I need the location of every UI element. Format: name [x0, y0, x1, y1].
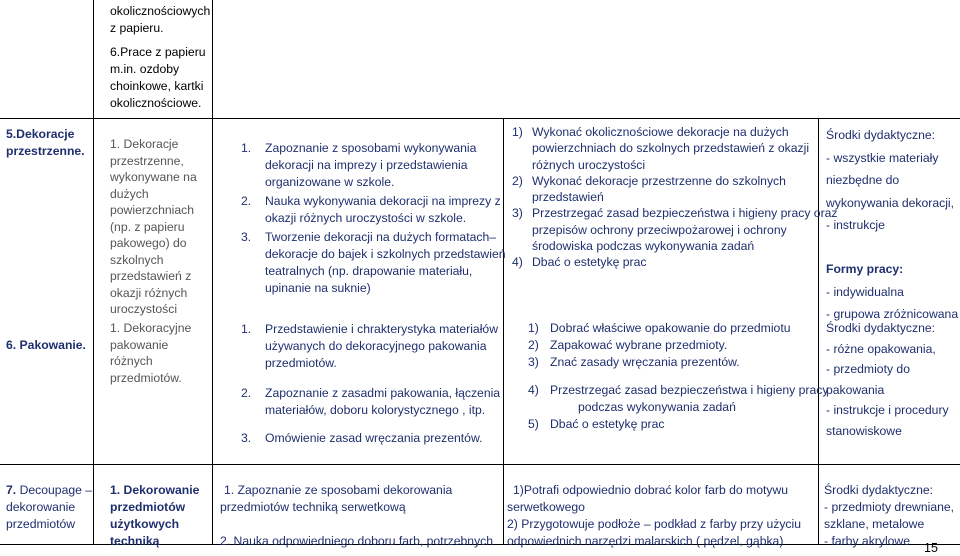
text-line: 1. Dekorowanie	[110, 483, 200, 497]
text-line: Zapoznanie z sposobami wykonywania	[265, 141, 477, 155]
section6-resources	[826, 318, 949, 441]
text-line: okolicznościowe.	[110, 96, 202, 110]
text-line: Dobrać właściwe opakowanie do przedmiotu	[550, 321, 791, 335]
text-line: Znać zasady wręczania prezentów.	[550, 355, 740, 369]
text-line: przestrzenne.	[6, 144, 85, 158]
text-line: 1. Zapoznanie ze sposobami dekorowania	[224, 483, 453, 497]
list-item	[528, 382, 828, 416]
text-line: niezbędne do	[826, 173, 900, 187]
text-line: używanych do dekoracyjnego pakowania	[265, 339, 487, 353]
list-item	[241, 193, 506, 227]
section7-goals	[507, 482, 801, 550]
list-number: 1)	[528, 321, 539, 335]
text-line: odpowiednich narzędzi malarskich ( pędzel, gąbka)	[507, 534, 784, 548]
list-item	[241, 229, 506, 297]
text-line: Przestrzegać zasad bezpieczeństwa i higieny pracy	[550, 383, 829, 397]
list-item	[512, 173, 838, 206]
text-line: uroczystości	[110, 302, 178, 316]
text-line: przedmiotów	[110, 500, 186, 514]
section5-forms-title	[826, 261, 903, 278]
text-line: techniką	[110, 534, 160, 548]
text-line: wykonywania dekoracji,	[826, 195, 955, 210]
forms-title: Formy pracy:	[826, 262, 904, 276]
section6-topic	[110, 320, 191, 386]
text-line: okolicznościowych	[110, 4, 211, 18]
list-item	[512, 124, 838, 173]
list-item	[241, 321, 500, 372]
text-line: - przedmioty do	[826, 362, 910, 376]
section7-title-text: Decoupage –	[19, 483, 93, 497]
text-line: Wykonać okolicznościowe dekoracje na dużych	[532, 125, 789, 139]
text-line: - instrukcje i procedury	[826, 403, 949, 417]
text-line: szklane, metalowe	[824, 517, 925, 531]
text-line: m.in. ozdoby	[110, 62, 180, 76]
text-line: Nauka wykonywania dekoracji na imprezy z	[265, 194, 501, 208]
list-number: 2.	[241, 386, 252, 400]
section7-number: 7.	[6, 483, 17, 497]
text-line: wykonywane na	[110, 170, 197, 184]
text-line: Omówienie zasad wręczania prezentów.	[265, 431, 483, 445]
text-line: 2. Nauka odpowiedniego doboru farb, potrzebnych	[220, 534, 494, 548]
section6-goals-a	[528, 320, 791, 371]
text-line: dekorowanie	[6, 500, 76, 514]
text-line: użytkowych	[110, 517, 180, 531]
list-number: 1.	[241, 141, 252, 155]
text-line: upinanie na suknie)	[265, 281, 371, 295]
list-number: 3)	[528, 355, 539, 369]
text-line: materiałów, doboru kolorystycznego , itp.	[265, 403, 486, 417]
text-line: pakowania	[826, 382, 885, 397]
text-line: - farby akrylowe	[824, 534, 911, 548]
section6-content	[241, 321, 500, 447]
text-line: podczas wykonywania zadań	[578, 400, 736, 414]
text-line: dekoracji na imprezy i przedstawienia	[265, 158, 468, 172]
text-line: 1. Dekoracje	[110, 137, 179, 151]
text-line: stanowiskowe	[826, 423, 902, 438]
list-item	[512, 205, 838, 254]
text-line	[6, 482, 92, 499]
text-line: 2) Przygotowuje podłoże – podkład z farby przy użyciu	[507, 517, 802, 531]
list-item	[241, 140, 506, 191]
col-divider-2	[212, 0, 213, 544]
text-line: 6.Prace z papieru	[110, 45, 206, 59]
section6-title	[6, 337, 86, 354]
text-line: Środki dydaktyczne:	[826, 321, 936, 335]
list-number: 1.	[241, 322, 252, 336]
text-line: 5.Dekoracje	[6, 127, 75, 141]
text-line: z papieru.	[110, 21, 164, 35]
list-number: 2)	[528, 338, 539, 352]
section7-title	[6, 482, 92, 533]
text-line: przedstawień z	[110, 269, 192, 283]
text-line: przedmiotów.	[110, 370, 182, 385]
text-line: różnych uroczystości	[532, 157, 646, 172]
section5-goals	[512, 124, 838, 271]
text-line: przedstawień	[532, 190, 604, 205]
text-line: Przedstawienie i chrakterystyka materiałów	[265, 322, 499, 336]
list-item	[241, 385, 500, 419]
list-item	[241, 430, 500, 447]
list-number: 3.	[241, 431, 252, 445]
text-line: Środki dydaktyczne:	[826, 128, 936, 142]
text-line: teatralnych (np. drapowanie materiału,	[265, 264, 473, 278]
text-line: Tworzenie dekoracji na dużych formatach–	[265, 230, 497, 244]
list-item	[528, 354, 791, 371]
list-number: 4)	[512, 255, 523, 270]
text-line: przedmiotów.	[265, 356, 337, 370]
section5-title	[6, 126, 85, 160]
text-line: 1)Potrafi odpowiednio dobrać kolor farb do motywu	[513, 483, 789, 497]
page-number: 15	[924, 541, 938, 555]
list-number: 1)	[512, 125, 523, 139]
text-line: przepisów ochrony przeciwpożarowej i ochrony	[532, 222, 787, 237]
section5-topic	[110, 136, 197, 318]
top-col2-text	[110, 3, 210, 37]
section7-content	[220, 482, 493, 550]
text-line: Dbać o estetykę prac	[550, 417, 665, 431]
list-number: 3.	[241, 230, 252, 244]
list-number: 4)	[528, 383, 539, 397]
list-number: 2.	[241, 194, 252, 208]
text-line: powierzchniach do szkolnych przedstawień z okazji	[532, 141, 810, 156]
text-line: - instrukcje	[826, 218, 885, 232]
list-number: 2)	[512, 173, 523, 188]
text-line: 1. Dekoracyjne	[110, 321, 192, 335]
text-line: szkolnych	[110, 252, 164, 267]
section7-resources	[824, 482, 954, 550]
text-line: powierzchniach	[110, 203, 195, 217]
text-line: choinkowe, kartki	[110, 79, 204, 93]
row-divider-bottom	[0, 464, 960, 465]
text-line: 6. Pakowanie.	[6, 338, 86, 352]
text-line: okazji różnych uroczystości w szkole.	[265, 211, 467, 225]
text-line: pakowanie	[110, 337, 169, 352]
text-line: Zapoznanie z zasadmi pakowania, łączenia	[265, 386, 501, 400]
text-line: dużych	[110, 186, 149, 201]
text-line: dekoracje do bajek i szkolnych przedstawień	[265, 247, 506, 261]
text-line: okazji różnych	[110, 285, 188, 300]
text-line: - wszystkie materiały	[826, 150, 939, 165]
list-item	[528, 337, 791, 354]
list-number: 3)	[512, 206, 523, 221]
col-divider-1	[93, 0, 94, 544]
list-item	[528, 320, 791, 337]
text-line: organizowane w szkole.	[265, 175, 395, 189]
text-line: pakowego) do	[110, 236, 187, 250]
text-line: przedmiotów techniką serwetkową	[220, 500, 406, 514]
text-line: Zapakować wybrane przedmioty.	[550, 338, 728, 352]
text-line: Dbać o estetykę prac	[532, 255, 647, 270]
list-number: 5)	[528, 417, 539, 431]
text-line: - różne opakowania,	[826, 341, 936, 356]
text-line: - grupowa zróżnicowana	[826, 307, 959, 321]
section5-content	[241, 140, 506, 297]
row-divider-top	[0, 118, 960, 119]
top-col2-item6	[110, 44, 206, 112]
text-line: Środki dydaktyczne:	[824, 483, 934, 497]
section6-goals-b	[528, 382, 828, 433]
section7-topic	[110, 482, 199, 550]
text-line: Wykonać dekoracje przestrzenne do szkolnych	[532, 173, 786, 188]
list-item	[512, 254, 838, 270]
text-line: - indywidualna	[826, 285, 904, 299]
text-line: (np. z papieru	[110, 219, 185, 234]
text-line: środowiska podczas wykonywania zadań	[532, 239, 755, 254]
text-line: przestrzenne,	[110, 153, 184, 168]
text-line: serwetkowego	[507, 500, 585, 514]
list-item	[528, 416, 828, 433]
text-line: różnych	[110, 354, 153, 368]
text-line: Przestrzegać zasad bezpieczeństwa i higieny pracy oraz	[532, 206, 838, 221]
text-line: przedmiotów	[6, 517, 76, 531]
section5-resources	[826, 124, 954, 237]
text-line: - przedmioty drewniane,	[824, 500, 955, 514]
